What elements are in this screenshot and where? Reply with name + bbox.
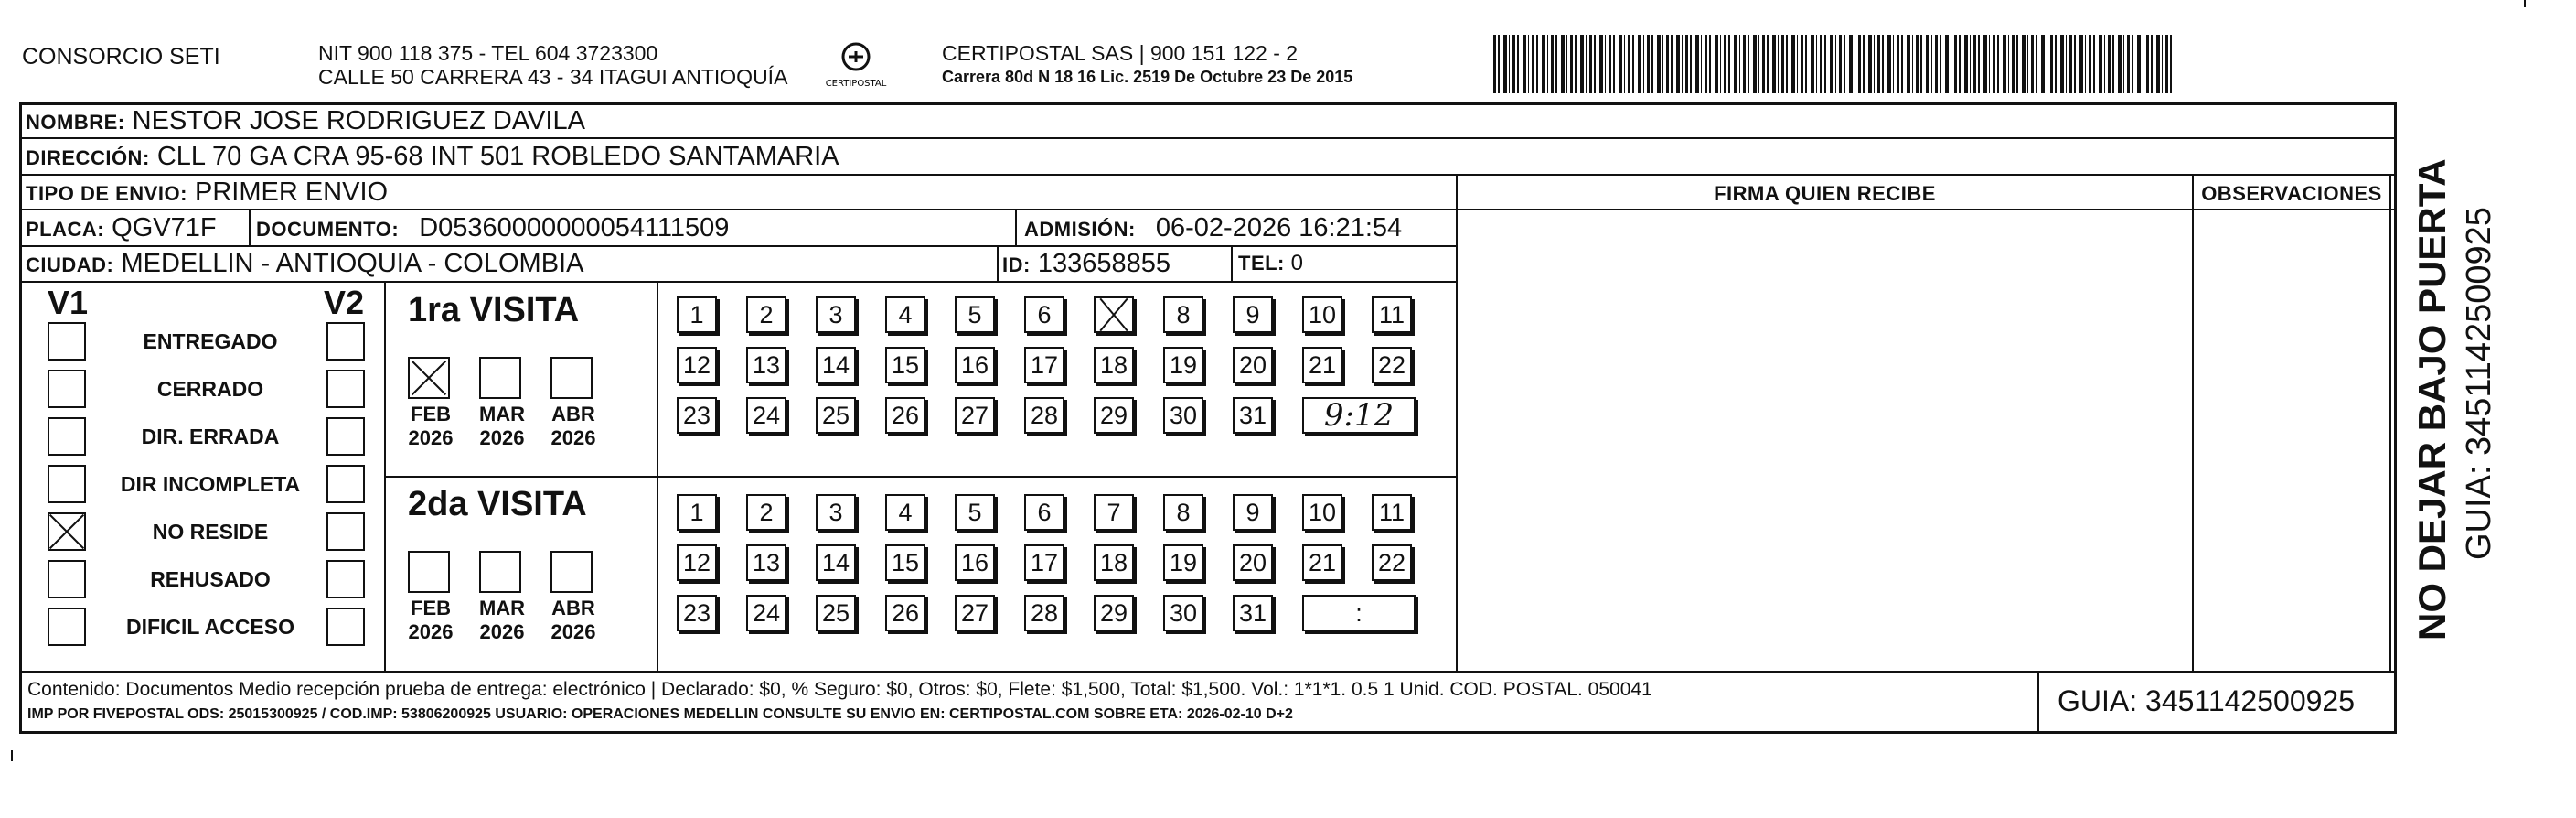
visit2-time-box[interactable]: : — [1302, 595, 1416, 631]
v2-checkbox[interactable] — [326, 465, 365, 503]
visit1-month-label: ABR 2026 — [550, 403, 596, 449]
documento-field — [256, 212, 729, 245]
visit1-month-checkbox[interactable] — [408, 357, 450, 399]
v2-checkbox[interactable] — [326, 512, 365, 551]
visit1-title: 1ra VISITA — [408, 291, 580, 329]
visit1-day-box[interactable]: 14 — [816, 347, 856, 383]
side-no-dejar: NO DEJAR BAJO PUERTA — [2410, 158, 2453, 640]
visit1-day-box[interactable]: 11 — [1372, 296, 1412, 333]
ciudad-label: CIUDAD: — [26, 253, 114, 276]
visit1-day-box[interactable]: 17 — [1024, 347, 1064, 383]
v1-checkbox[interactable] — [48, 370, 86, 408]
visit2-month-label: FEB 2026 — [408, 597, 454, 643]
visit2-day-box[interactable]: 20 — [1233, 544, 1273, 581]
visit1-day-box[interactable]: 2 — [746, 296, 786, 333]
visit1-day-box[interactable]: 15 — [885, 347, 925, 383]
visit2-month-checkbox[interactable] — [479, 551, 521, 593]
admision-value: 06-02-2026 16:21:54 — [1155, 213, 1403, 242]
visit2-day-box[interactable]: 8 — [1163, 494, 1203, 531]
v2-checkbox[interactable] — [326, 417, 365, 456]
direccion-label: DIRECCIÓN: — [26, 146, 150, 169]
visit1-day-box[interactable]: 28 — [1024, 397, 1064, 434]
admision-field — [1024, 212, 1402, 245]
v2-checkbox[interactable] — [326, 560, 365, 598]
tel-value: 0 — [1290, 251, 1303, 275]
visit2-day-box[interactable]: 10 — [1302, 494, 1342, 531]
visit1-day-box[interactable]: 24 — [746, 397, 786, 434]
license-line: Carrera 80d N 18 16 Lic. 2519 De Octubre 23 De 2015 — [942, 68, 1353, 86]
placa-field — [26, 212, 217, 245]
visit2-day-box[interactable]: 18 — [1094, 544, 1134, 581]
footer-guia: GUIA: 3451142500925 — [2058, 684, 2355, 717]
id-field — [1002, 248, 1170, 281]
placa-value: QGV71F — [112, 213, 217, 242]
visit1-month-label: MAR 2026 — [478, 403, 526, 449]
visit1-day-box[interactable]: 29 — [1094, 397, 1134, 434]
ciudad-field — [26, 248, 583, 281]
visit2-day-box[interactable]: 28 — [1024, 595, 1064, 631]
side-guia: GUIA: 3451142500925 — [2460, 207, 2498, 560]
v2-label: V2 — [324, 284, 365, 321]
visit1-day-box[interactable] — [1094, 296, 1134, 333]
visit2-day-box[interactable]: 12 — [677, 544, 717, 581]
direccion-value: CLL 70 GA CRA 95-68 INT 501 ROBLEDO SANTAMARIA — [156, 142, 839, 171]
tipo-value: PRIMER ENVIO — [194, 178, 389, 207]
visit2-day-box[interactable]: 3 — [816, 494, 856, 531]
nit-line: NIT 900 118 375 - TEL 604 3723300 — [318, 41, 658, 65]
direccion-row — [26, 141, 839, 174]
footer-contenido: Contenido: Documentos Medio recepción prueba de entrega: electrónico | Declarado: $0, % Seguro: $0, Otros: $0, Flete: $1,500, Total: $1,500. Vol.: 1*1*1. 0.5 1 Unid. COD. POSTAL. 050041 — [27, 679, 1652, 700]
visit2-day-box[interactable]: 11 — [1372, 494, 1412, 531]
visit2-day-box[interactable]: 30 — [1163, 595, 1203, 631]
v1-checkbox[interactable] — [48, 560, 86, 598]
status-label: CERRADO — [156, 377, 264, 401]
ciudad-value: MEDELLIN - ANTIOQUIA - COLOMBIA — [121, 249, 584, 278]
certipostal-line: CERTIPOSTAL SAS | 900 151 122 - 2 — [942, 41, 1299, 65]
visit1-day-box[interactable]: 19 — [1163, 347, 1203, 383]
v1-label: V1 — [48, 284, 89, 321]
status-label: NO RESIDE — [152, 520, 269, 544]
visit1-month-label: FEB 2026 — [408, 403, 454, 449]
address-line: CALLE 50 CARRERA 43 - 34 ITAGUI ANTIOQUÍA — [318, 65, 788, 89]
visit1-day-box[interactable]: 27 — [955, 397, 995, 434]
v1-checkbox[interactable] — [48, 417, 86, 456]
visit1-day-box[interactable]: 23 — [677, 397, 717, 434]
visit1-day-box[interactable]: 9 — [1233, 296, 1273, 333]
status-label: DIR INCOMPLETA — [120, 472, 301, 496]
visit2-day-box[interactable]: 7 — [1094, 494, 1134, 531]
visit2-month-label: MAR 2026 — [478, 597, 526, 643]
visit1-day-box[interactable]: 12 — [677, 347, 717, 383]
visit2-day-box[interactable]: 17 — [1024, 544, 1064, 581]
visit2-day-box[interactable]: 2 — [746, 494, 786, 531]
visit2-day-box[interactable]: 4 — [885, 494, 925, 531]
visit2-day-box[interactable]: 9 — [1233, 494, 1273, 531]
id-label: ID: — [1002, 253, 1031, 276]
header-barcode — [1493, 35, 2175, 93]
nombre-label: NOMBRE: — [26, 111, 125, 134]
visit2-day-box[interactable]: 6 — [1024, 494, 1064, 531]
admision-label: ADMISIÓN: — [1024, 218, 1136, 241]
v1-checkbox[interactable] — [48, 322, 86, 361]
visit1-day-box[interactable]: 10 — [1302, 296, 1342, 333]
visit1-day-box[interactable]: 5 — [955, 296, 995, 333]
visit1-day-box[interactable]: 16 — [955, 347, 995, 383]
visit2-day-box[interactable]: 31 — [1233, 595, 1273, 631]
v1-checkbox[interactable] — [48, 465, 86, 503]
status-label: ENTREGADO — [143, 329, 278, 353]
status-label: DIR. ERRADA — [141, 425, 280, 448]
visit2-day-box[interactable]: 5 — [955, 494, 995, 531]
visit1-month-checkbox[interactable] — [479, 357, 521, 399]
tel-label: TEL: — [1238, 252, 1285, 274]
v2-checkbox[interactable] — [326, 322, 365, 361]
visit2-day-box[interactable]: 15 — [885, 544, 925, 581]
company-name: CONSORCIO SETI — [22, 44, 220, 70]
placa-label: PLACA: — [26, 218, 105, 241]
visit1-day-box[interactable]: 22 — [1372, 347, 1412, 383]
visit2-title: 2da VISITA — [408, 485, 587, 523]
status-label: DIFICIL ACCESO — [125, 615, 294, 639]
v1-checkbox[interactable] — [48, 512, 86, 551]
tipo-label: TIPO DE ENVIO: — [26, 182, 187, 205]
visit2-day-box[interactable]: 16 — [955, 544, 995, 581]
visit2-day-box[interactable]: 1 — [677, 494, 717, 531]
visit1-day-box[interactable]: 3 — [816, 296, 856, 333]
visit1-day-box[interactable]: 8 — [1163, 296, 1203, 333]
status-label: REHUSADO — [150, 567, 271, 591]
visit2-day-box[interactable]: 27 — [955, 595, 995, 631]
nombre-value: NESTOR JOSE RODRIGUEZ DAVILA — [132, 106, 585, 135]
visit2-day-box[interactable]: 19 — [1163, 544, 1203, 581]
v1-checkbox[interactable] — [48, 608, 86, 646]
footer-imp: IMP POR FIVEPOSTAL ODS: 25015300925 / COD.IMP: 53806200925 USUARIO: OPERACIONES MEDELLIN CONSULTE SU ENVIO EN: CERTIPOSTAL.COM SOBRE ETA: 2026-02-10 D+2 — [27, 706, 1293, 722]
visit1-day-box[interactable]: 18 — [1094, 347, 1134, 383]
visit2-day-box[interactable]: 25 — [816, 595, 856, 631]
v2-checkbox[interactable] — [326, 370, 365, 408]
visit2-month-label: ABR 2026 — [550, 597, 596, 643]
visit1-day-box[interactable]: 6 — [1024, 296, 1064, 333]
visit1-day-box[interactable]: 13 — [746, 347, 786, 383]
documento-label: DOCUMENTO: — [256, 218, 400, 241]
visit1-day-box[interactable]: 20 — [1233, 347, 1273, 383]
visit2-day-box[interactable]: 23 — [677, 595, 717, 631]
visit2-day-box[interactable]: 29 — [1094, 595, 1134, 631]
visit2-month-checkbox[interactable] — [550, 551, 593, 593]
visit2-day-box[interactable]: 14 — [816, 544, 856, 581]
visit1-day-box[interactable]: 1 — [677, 296, 717, 333]
visit1-day-box[interactable]: 31 — [1233, 397, 1273, 434]
visit2-day-box[interactable]: 26 — [885, 595, 925, 631]
visit1-day-box[interactable]: 26 — [885, 397, 925, 434]
nombre-row — [26, 105, 585, 138]
visit1-day-box[interactable]: 30 — [1163, 397, 1203, 434]
visit1-day-box[interactable]: 21 — [1302, 347, 1342, 383]
certipostal-logo — [814, 38, 898, 95]
visit1-day-box[interactable]: 4 — [885, 296, 925, 333]
observaciones-label: OBSERVACIONES — [2201, 182, 2382, 205]
visit2-day-box[interactable]: 21 — [1302, 544, 1342, 581]
visit2-day-box[interactable]: 22 — [1372, 544, 1412, 581]
visit1-day-box[interactable]: 25 — [816, 397, 856, 434]
visit2-day-box[interactable]: 24 — [746, 595, 786, 631]
visit1-month-checkbox[interactable] — [550, 357, 593, 399]
visit1-time-box[interactable]: 9:12 — [1302, 397, 1416, 434]
visit2-day-box[interactable]: 13 — [746, 544, 786, 581]
svg-text:CERTIPOSTAL: CERTIPOSTAL — [825, 79, 887, 89]
firma-label: FIRMA QUIEN RECIBE — [1714, 182, 1936, 205]
visit2-month-checkbox[interactable] — [408, 551, 450, 593]
documento-value: D05360000000054111509 — [419, 213, 730, 242]
v2-checkbox[interactable] — [326, 608, 365, 646]
tipo-row — [26, 177, 388, 210]
tel-field — [1238, 248, 1303, 279]
id-value: 133658855 — [1037, 249, 1171, 278]
